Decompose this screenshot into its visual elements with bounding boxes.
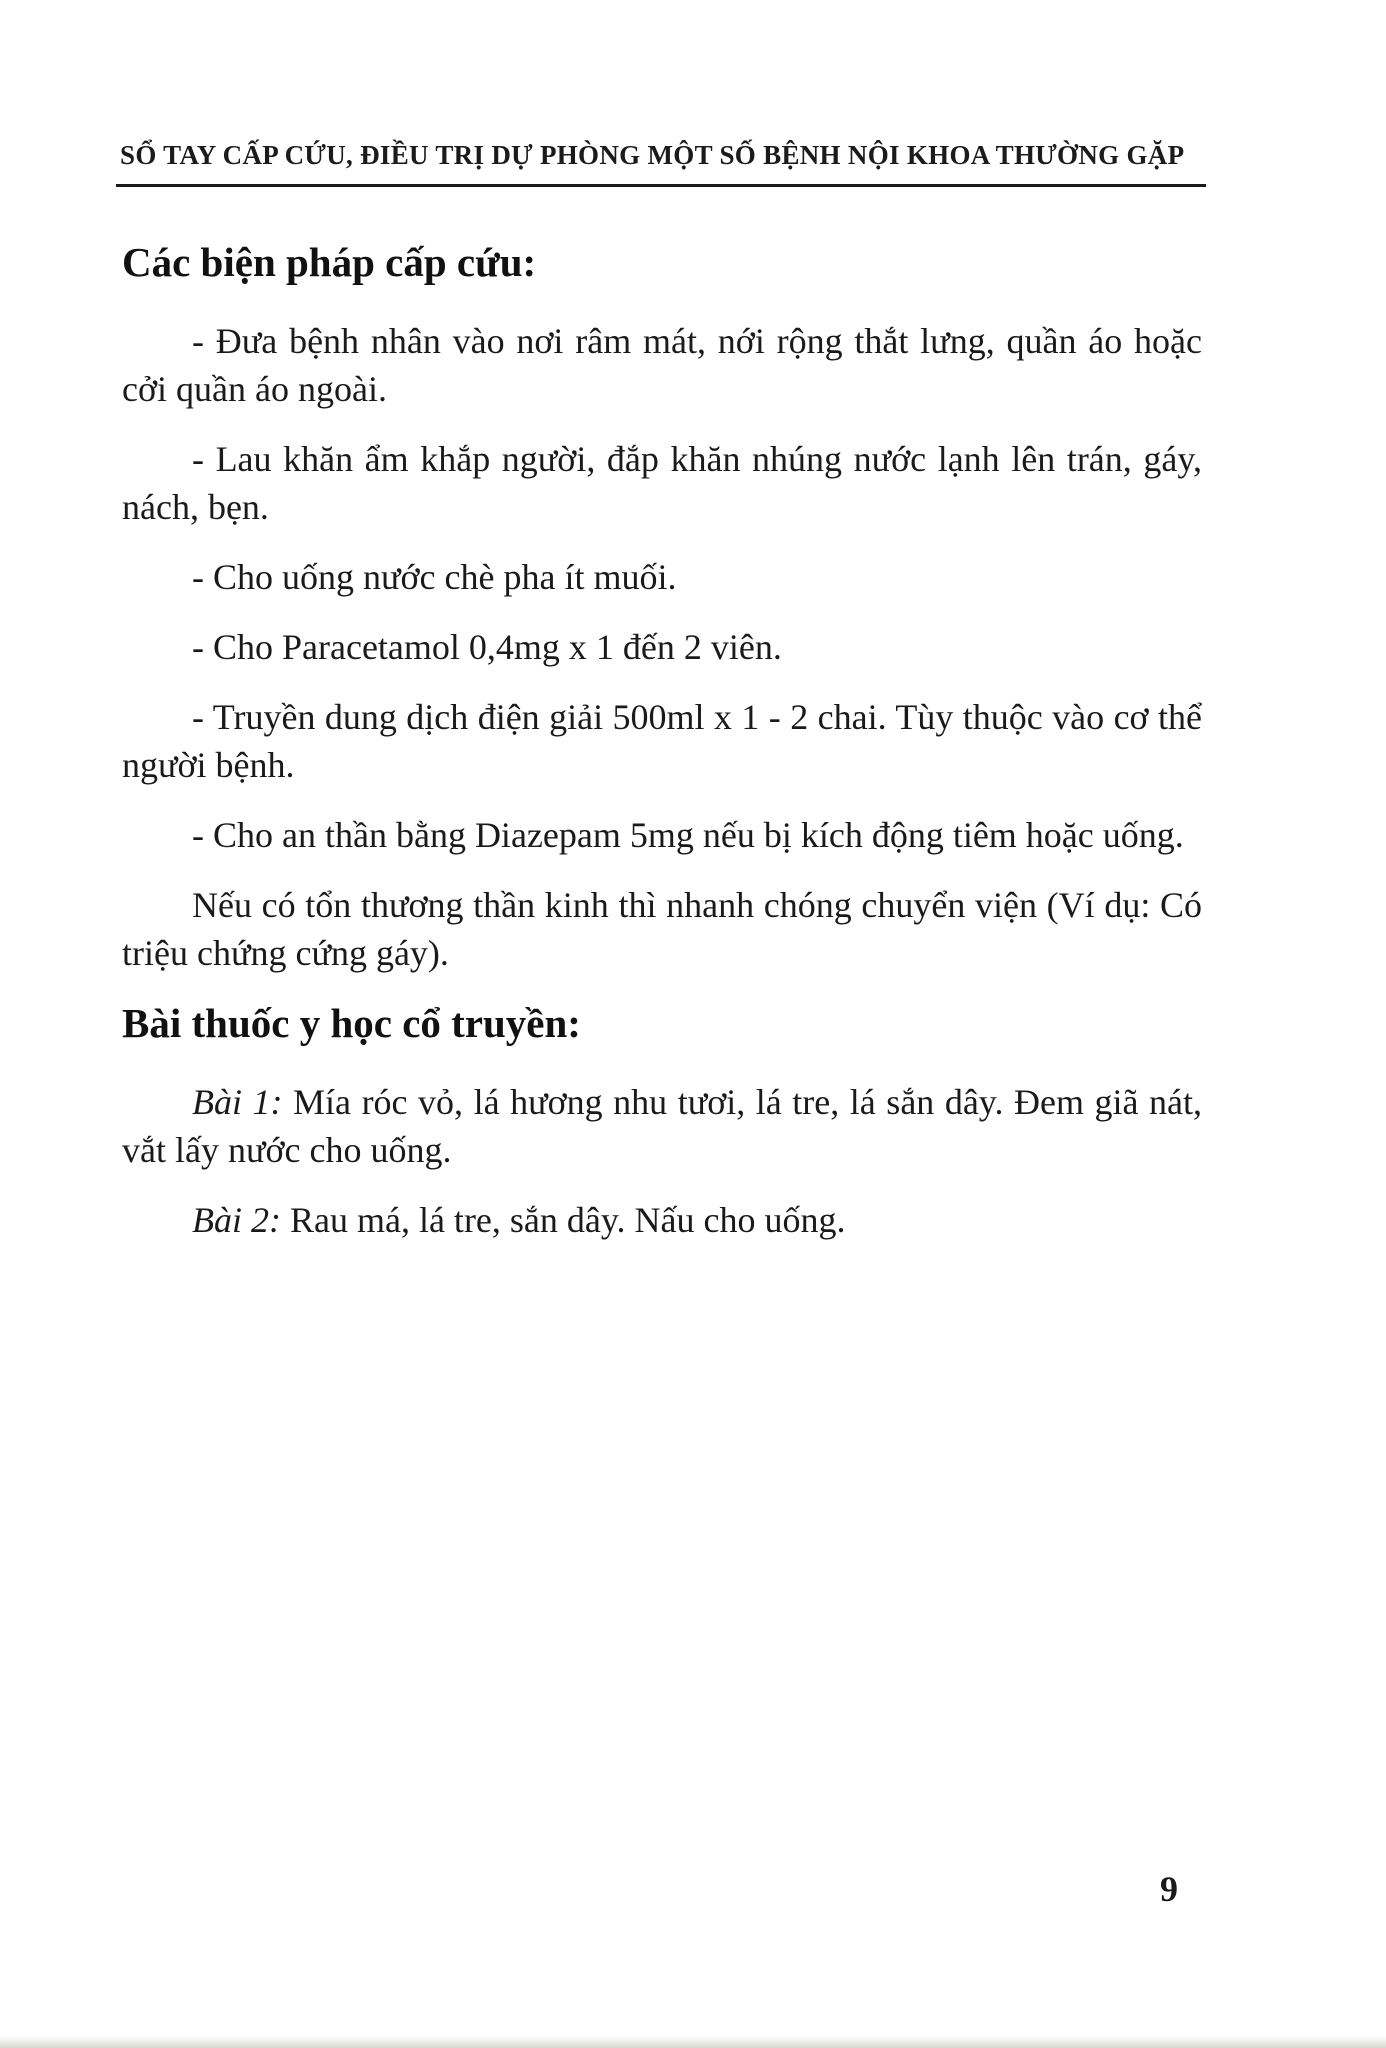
emergency-item: - Cho Paracetamol 0,4mg x 1 đến 2 viên. (192, 627, 782, 668)
recipe-label: Bài 2: (192, 1200, 281, 1241)
page-bottom-edge (0, 2036, 1386, 2048)
emergency-item: - Cho an thần bằng Diazepam 5mg nếu bị kích động tiêm hoặc uống. (192, 815, 1184, 856)
recipe-item (122, 1078, 1202, 1174)
page-content (122, 238, 1202, 1266)
emergency-item: - Truyền dung dịch điện giải 500ml x 1 - 2 chai. Tùy thuộc vào cơ thể người bệnh. (122, 697, 1202, 786)
emergency-item: - Cho uống nước chè pha ít muối. (192, 557, 677, 598)
header-rule (116, 184, 1206, 187)
page-number: 9 (1160, 1869, 1178, 1909)
recipe-text: Rau má, lá tre, sắn dây. Nấu cho uống. (280, 1200, 846, 1241)
traditional-heading: Bài thuốc y học cổ truyền: (122, 1000, 581, 1047)
recipe-item (122, 1196, 1202, 1244)
emergency-heading: Các biện pháp cấp cứu: (122, 239, 537, 285)
emergency-note: Nếu có tổn thương thần kinh thì nhanh chóng chuyển viện (Ví dụ: Có triệu chứng cứng gáy). (122, 885, 1202, 974)
recipe-text: Mía róc vỏ, lá hương nhu tươi, lá tre, lá sắn dây. Đem giã nát, vắt lấy nước cho uống. (122, 1082, 1202, 1171)
recipe-label: Bài 1: (192, 1082, 283, 1123)
emergency-item: - Đưa bệnh nhân vào nơi râm mát, nới rộng thắt lưng, quần áo hoặc cởi quần áo ngoài. (122, 321, 1202, 410)
emergency-item: - Lau khăn ẩm khắp người, đắp khăn nhúng nước lạnh lên trán, gáy, nách, bẹn. (122, 439, 1202, 528)
running-header: SỔ TAY CẤP CỨU, ĐIỀU TRỊ DỰ PHÒNG MỘT SỐ BỆNH NỘI KHOA THƯỜNG GẶP (120, 140, 1185, 170)
